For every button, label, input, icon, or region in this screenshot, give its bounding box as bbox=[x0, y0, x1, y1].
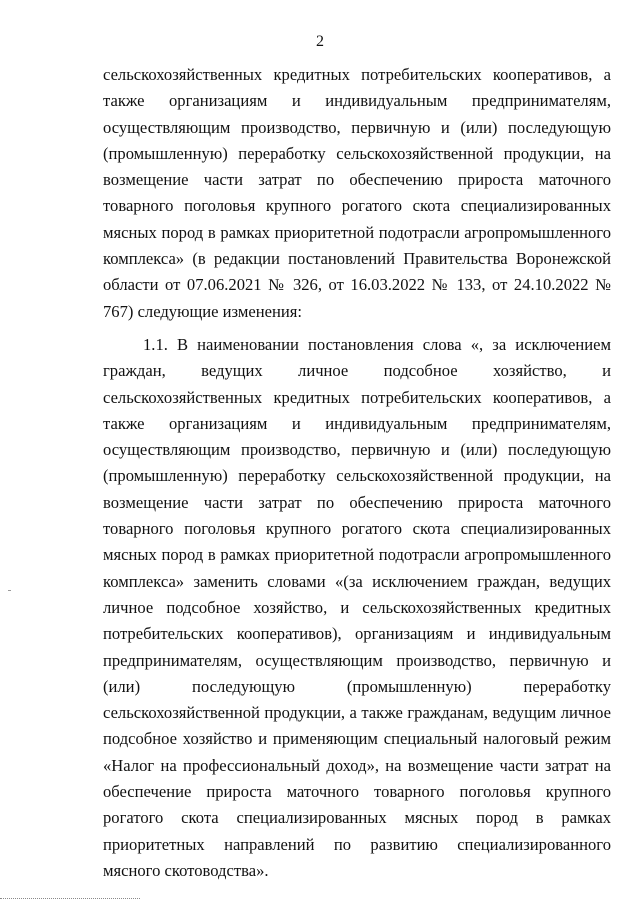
page-number: 2 bbox=[316, 33, 324, 50]
paragraph-item-1-1: 1.1. В наименовании постановления слова «, за исключением граждан, ведущих личное подсобное хозяйство, и сельскохозяйственных кредитных потребительских кооперативов, а также организациям и индивидуальным предпринимателям, осуществляющим производство, первичную и (или) последующую (промышленную) переработку сельскохозяйственной продукции, на возмещение части затрат по обеспечению прироста маточного товарного поголовья крупного рогатого скота специализированных мясных пород в рамках приоритетной подотрасли агропромышленного комплекса» заменить словами «(за исключением граждан, ведущих личное подсобное хозяйство, и сельскохозяйственных кредитных потребительских кооперативов), организациям и индивидуальным предпринимателям, осуществляющим производство, первичную и (или) последующую (промышленную) переработку сельскохозяйственной продукции, а также гражданам, ведущим личное подсобное хозяйство и применяющим специальный налоговый режим «Налог на профессиональный доход», на возмещение части затрат на обеспечение прироста маточного товарного поголовья крупного рогатого скота специализированных мясных пород в рамках приоритетных направлений по развитию специализированного мясного скотоводства». bbox=[103, 334, 611, 880]
document-body bbox=[103, 62, 611, 884]
paragraph-continuation: сельскохозяйственных кредитных потребительских кооперативов, а также организациям и индивидуальным предпринимателям, осуществляющим производство, первичную и (или) последующую (промышленную) переработку сельскохозяйственной продукции, на возмещение части затрат по обеспечению прироста маточного товарного поголовья крупного рогатого скота специализированных мясных пород в рамках приоритетной подотрасли агропромышленного комплекса» (в редакции постановлений Правительства Воронежской области от 07.06.2021 № 326, от 16.03.2022 № 133, от 24.10.2022 № 767) следующие изменения: bbox=[103, 65, 611, 321]
scan-edge-mark bbox=[8, 590, 11, 591]
bottom-dotted-rule bbox=[0, 898, 140, 899]
